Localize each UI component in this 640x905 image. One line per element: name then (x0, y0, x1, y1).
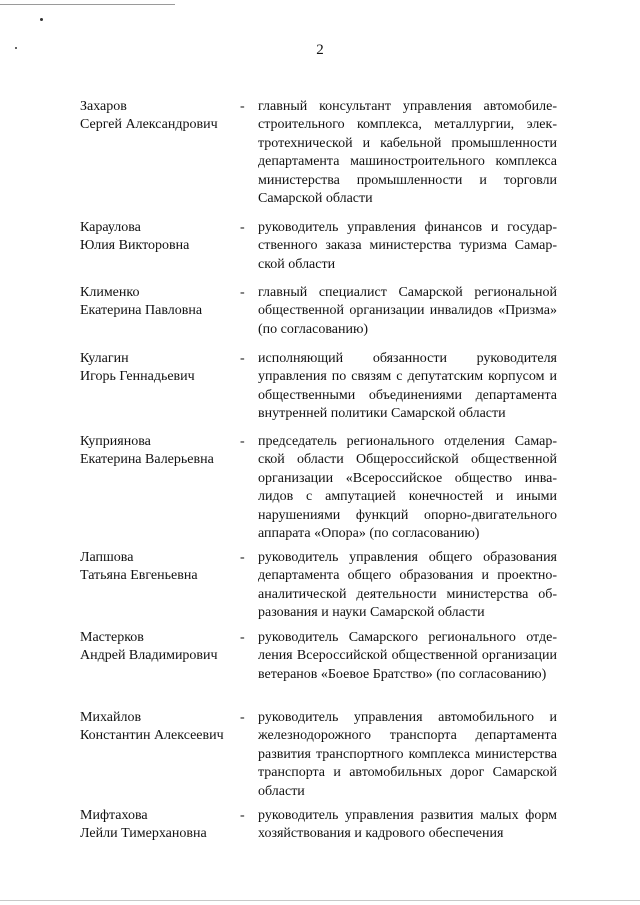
member-separator: - (240, 808, 245, 823)
member-surname: Михайлов (80, 710, 142, 725)
member-entry (0, 219, 640, 284)
member-given-names: Сергей Александрович (80, 117, 218, 133)
member-entry (0, 629, 640, 709)
member-entry (0, 284, 640, 350)
member-list (0, 98, 640, 847)
member-given-names: Юлия Викторовна (80, 238, 190, 254)
member-role: исполняющий обязанности руководителя управления по связям с депутатским корпусом и общественными объединениями департамента внутренней политики Самарской области (258, 351, 557, 422)
member-separator: - (240, 351, 245, 366)
member-separator: - (240, 220, 245, 235)
member-role: руководитель Самарского регионального отделения Всероссийской общественной организации ветеранов «Боевое Братство» (по согласованию) (258, 630, 557, 682)
member-role: главный консультант управления автомобилестроительного комплекса, металлургии, электротехнической и кабельной промышленности департамента машиностроительного комплекса министерства промышленности и торговли Самарской области (258, 99, 557, 207)
page-number: 2 (316, 42, 324, 58)
member-name (80, 98, 240, 135)
member-surname: Караулова (80, 220, 141, 235)
member-given-names: Екатерина Валерьевна (80, 452, 214, 468)
member-entry (0, 709, 640, 807)
member-name (80, 709, 240, 746)
member-entry (0, 433, 640, 549)
member-name (80, 807, 240, 844)
member-entry (0, 350, 640, 433)
member-role: руководитель управления финансов и государственного заказа министерства туризма Самарской области (258, 220, 557, 272)
member-name (80, 629, 240, 666)
member-surname: Мифтахова (80, 808, 148, 823)
member-given-names: Андрей Владимирович (80, 648, 218, 664)
member-entry (0, 549, 640, 629)
member-given-names: Екатерина Павловна (80, 303, 203, 319)
member-separator: - (240, 99, 245, 114)
member-role: председатель регионального отделения Самарской области Общероссийской общественной организации «Всероссийское общество инвалидов с ампутацией конечностей и иными нарушениями функций опорно-двигательного аппарата «Опора» (по согласованию) (258, 434, 557, 542)
member-surname: Лапшова (80, 550, 134, 565)
member-role: руководитель управления автомобильного и железнодорожного транспорта департамента развития транспортного комплекса министерства транспорта и автомобильных дорог Самарской области (258, 710, 557, 799)
member-surname: Кулагин (80, 351, 129, 366)
member-role: главный специалист Самарской региональной общественной организации инвалидов «Призма» (по согласованию) (258, 285, 557, 337)
member-separator: - (240, 630, 245, 645)
member-given-names: Татьяна Евгеньевна (80, 568, 198, 584)
member-name (80, 433, 240, 470)
member-separator: - (240, 550, 245, 565)
scan-speck (40, 18, 43, 21)
member-role: руководитель управления общего образования департамента общего образования и проектно-аналитической деятельности министерства образования и науки Самарской области (258, 550, 557, 621)
member-name (80, 350, 240, 387)
member-separator: - (240, 710, 245, 725)
member-surname: Захаров (80, 99, 127, 114)
scan-edge-line-bottom (0, 900, 640, 901)
scan-edge-line-top (0, 4, 175, 5)
member-surname: Мастерков (80, 630, 144, 645)
member-role: руководитель управления развития малых форм хозяйствования и кадрового обеспечения (258, 808, 557, 842)
member-surname: Куприянова (80, 434, 151, 449)
member-given-names: Игорь Геннадьевич (80, 369, 195, 385)
member-given-names: Константин Алексеевич (80, 728, 224, 744)
member-separator: - (240, 285, 245, 300)
member-surname: Клименко (80, 285, 140, 300)
member-separator: - (240, 434, 245, 449)
member-name (80, 219, 240, 256)
member-given-names: Лейли Тимерхановна (80, 826, 207, 842)
member-name (80, 549, 240, 586)
member-entry (0, 98, 640, 219)
member-name (80, 284, 240, 321)
member-entry (0, 807, 640, 847)
